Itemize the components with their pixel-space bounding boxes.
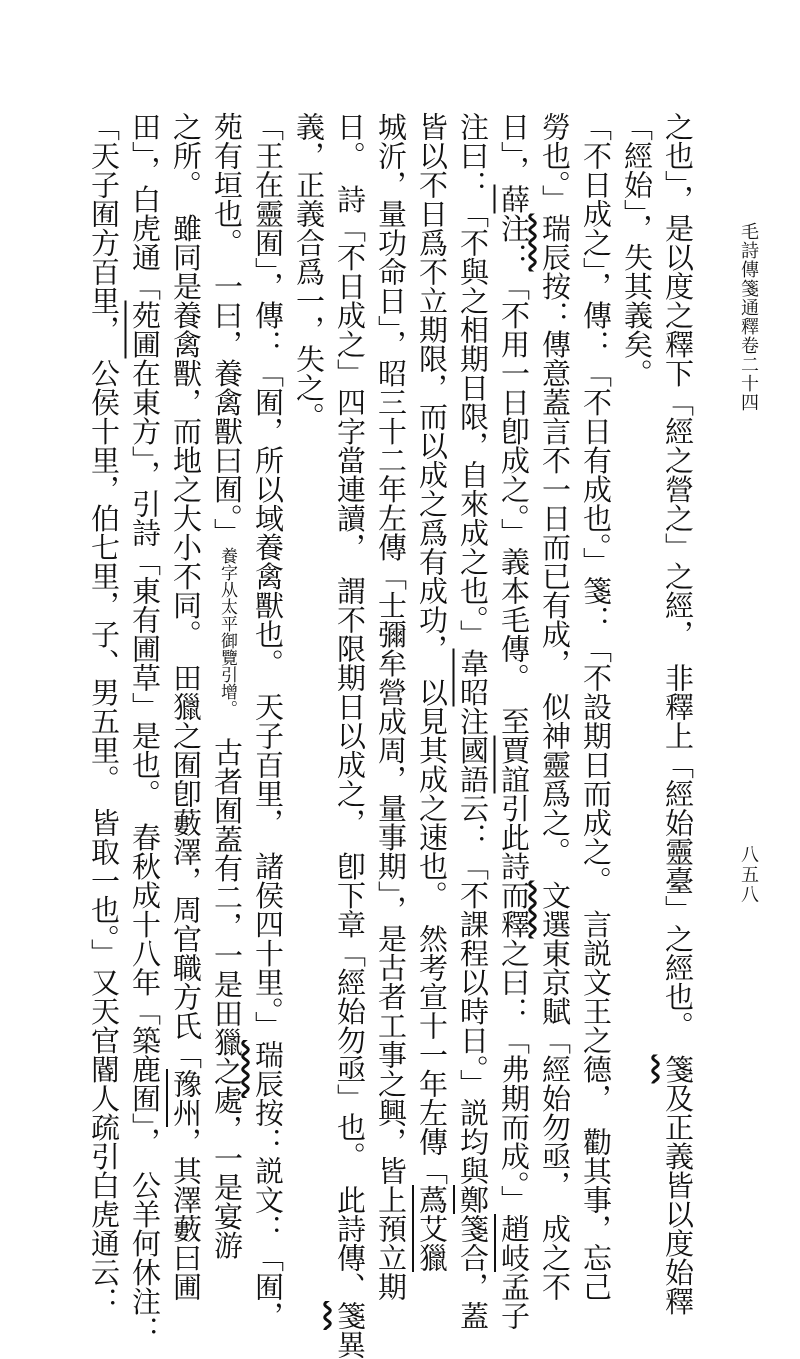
text-run: 異 bbox=[333, 1330, 367, 1359]
text-column bbox=[534, 112, 575, 1301]
marked-term: 箋 bbox=[333, 1301, 367, 1330]
text-run: 「王在靈囿」，傳：「囿，所以域養禽獸也。 天子百里， 諸侯四十里。」 bbox=[251, 112, 285, 1040]
text-run: 東京賦「經始勿亟， 成之不 bbox=[538, 938, 572, 1301]
text-column bbox=[616, 112, 657, 1112]
text-run: 苑有垣也。 一曰，養禽獸曰囿。」 bbox=[210, 112, 244, 547]
text-run: 「經始」，失其義矣。 bbox=[620, 112, 654, 388]
marked-term: 瑞辰 bbox=[538, 213, 572, 272]
text-run: 按：説文：「囿， bbox=[251, 1098, 285, 1330]
text-column bbox=[370, 112, 411, 1301]
text-run: 義，正義合爲一，失之。 bbox=[292, 112, 326, 431]
marked-term: 趙岐 bbox=[497, 1214, 531, 1272]
text-run: 勞也。」 bbox=[538, 112, 572, 214]
marked-term: 韋昭 bbox=[456, 648, 490, 707]
text-run: 箋合，蓋 bbox=[456, 1214, 490, 1330]
text-column bbox=[493, 112, 534, 1330]
marked-term: 蔿艾獵 bbox=[415, 1185, 449, 1272]
text-run: 之所。 雖同是養禽獸，而地之大小不同。 田獵之囿卽藪澤，周官職方氏「 bbox=[169, 112, 203, 1069]
text-column bbox=[247, 112, 288, 1330]
page-number: 八五八 bbox=[738, 845, 759, 905]
text-column bbox=[124, 112, 165, 1345]
marked-term: 瑞辰 bbox=[251, 1040, 285, 1098]
text-run: 城沂，量功命日」，昭三十二年左傳「士彌牟營成周，量事期」，是古者工事之興，皆上預立期 bbox=[374, 112, 408, 1301]
running-title: 毛詩傳箋通釋卷二十四 bbox=[738, 222, 759, 412]
text-run: 日」， bbox=[497, 112, 531, 185]
text-run: ，其澤藪曰圃 bbox=[169, 1127, 203, 1301]
text-column bbox=[288, 112, 329, 1112]
text-run: 之也」，是以度之釋下「經之營之」之經， 非釋上「經始靈臺」之經也。 bbox=[661, 112, 695, 1055]
text-column bbox=[206, 112, 247, 1260]
body-text bbox=[87, 112, 698, 1359]
marked-term: 苑圃 bbox=[128, 300, 162, 359]
text-run: 「不日成之」，傳：「不日有成也。」箋：「不設期日而成之。 言説文王之德， 勸其事，忘己 bbox=[579, 112, 613, 1301]
marked-term: 薛 bbox=[497, 184, 531, 214]
text-column bbox=[411, 112, 452, 1272]
marked-term: 豫州 bbox=[169, 1069, 203, 1127]
text-run: 注國語云：「不課程以時日。」説均與 bbox=[456, 706, 490, 1185]
text-run: 田」，白虎通「 bbox=[128, 112, 162, 301]
text-column bbox=[657, 112, 698, 1316]
text-run: 注曰：「不與之相期日限，自來成之也。」 bbox=[456, 112, 490, 649]
text-run: 古者囿蓋有二，一是田獵之處，一是宴游 bbox=[210, 708, 244, 1260]
text-run: 及正義皆以度始釋 bbox=[661, 1083, 695, 1316]
text-column bbox=[329, 112, 370, 1359]
marked-term: 賈誼 bbox=[497, 735, 531, 794]
text-run: 皆以不日爲不立期限，而以成之爲有成功， 以見其成之速也。 然考宣十一年左傳「 bbox=[415, 112, 449, 1185]
text-run: 孟子 bbox=[497, 1272, 531, 1330]
text-column bbox=[575, 112, 616, 1301]
text-column bbox=[165, 112, 206, 1301]
marked-term: 箋 bbox=[661, 1054, 695, 1084]
text-column bbox=[83, 112, 124, 1316]
text-run: 在東方」，引詩「東有圃草」是也。 春秋成十八年「築鹿囿」， 公羊何休注： bbox=[128, 358, 162, 1345]
marked-term: 鄭 bbox=[456, 1185, 490, 1214]
text-run: 日。 詩「不日成之」四字當連讀， 謂不限期日以成之， 卽下章「經始勿亟」也。 此詩傳、 bbox=[333, 112, 367, 1301]
text-column bbox=[452, 112, 493, 1330]
text-run: 注：「不用一日卽成之。」義本毛傳。 至 bbox=[497, 213, 531, 736]
text-run: 引此詩而釋之曰：「弗期而成。」 bbox=[497, 793, 531, 1214]
annotation-note: 養字从太平御覽引增。 bbox=[217, 547, 237, 709]
marked-term: 文選 bbox=[538, 880, 572, 939]
text-run: 按：傳意蓋言不一日而已有成， 似神靈爲之。 bbox=[538, 271, 572, 881]
text-run: 「天子囿方百里， 公侯十里，伯七里，子、男五里。 皆取一也。」又天官閽人疏引白虎通云： bbox=[87, 112, 121, 1316]
